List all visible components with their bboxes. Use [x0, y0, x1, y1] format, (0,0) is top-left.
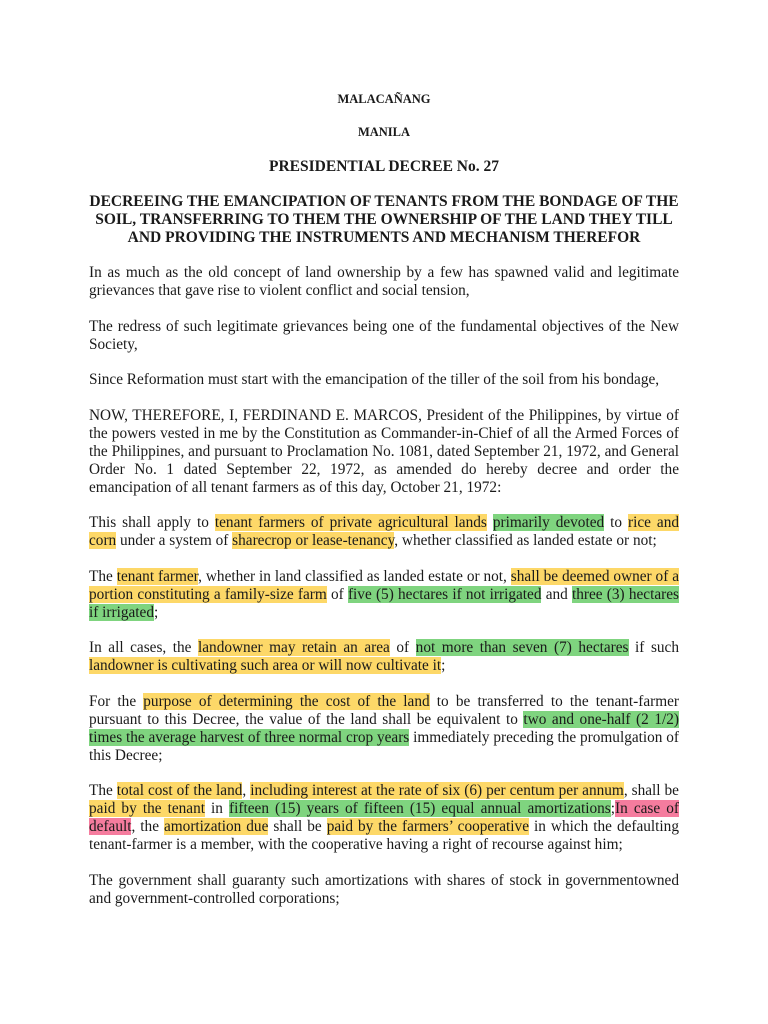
text-segment: ;	[153, 603, 159, 621]
paragraph	[89, 371, 679, 389]
highlighted-text: five (5) hectares if not irrigated	[347, 585, 542, 603]
text-segment: NOW, THEREFORE, I, FERDINAND E. MARCOS, President of the Philippines, by virtue of the powers vested in me by the Constitution as Commander-in-Chief of all the Armed Forces of the Philippines, and pursuant to Proclamation No. 1081, dated September 21, 1972, and General Order No. 1 dated September 22, 1972, as amended do hereby decree and order the emancipation of all tenant farmers as of this day, October 21, 1972:	[89, 406, 679, 496]
highlighted-text: rice and corn	[89, 514, 679, 549]
text-segment: in which the defaulting tenant-farmer is a member, with the cooperative having a right of recourse against him;	[89, 818, 679, 853]
paragraph	[89, 782, 679, 854]
text-segment: ;	[610, 800, 615, 817]
header-manila: MANILA	[357, 125, 411, 139]
paragraph	[89, 568, 679, 622]
paragraph	[89, 639, 679, 675]
highlighted-text: primarily devoted	[492, 514, 605, 531]
text-segment: under a system of	[116, 532, 233, 549]
text-segment: ;	[441, 657, 446, 674]
text-segment	[487, 514, 493, 531]
highlighted-text: three (3) hectares if irrigated	[89, 585, 679, 621]
text-segment: , the	[131, 818, 164, 835]
highlighted-text: landowner is cultivating such area or will now cultivate it	[89, 657, 442, 674]
text-segment: The	[89, 567, 117, 585]
paragraph	[89, 693, 679, 765]
text-segment: Since Reformation must start with the emancipation of the tiller of the soil from his bondage,	[89, 371, 660, 388]
text-segment: This shall apply to	[89, 514, 215, 531]
highlighted-text: purpose of determining the cost of the land	[143, 692, 430, 710]
highlighted-text: In case of default	[89, 800, 679, 835]
highlighted-text: tenant farmer	[116, 567, 199, 585]
paragraph	[89, 407, 679, 497]
text-segment: immediately preceding the promulgation of this Decree;	[89, 728, 679, 764]
paragraph	[89, 318, 679, 354]
text-segment: In as much as the old concept of land ownership by a few has spawned valid and legitimate grievances that gave rise to violent conflict and social tension,	[89, 264, 679, 299]
highlighted-text: paid by the farmers’ cooperative	[326, 818, 530, 835]
header-malacanang: MALACAÑANG	[337, 92, 431, 106]
document-body	[89, 264, 679, 925]
paragraph	[89, 872, 679, 908]
highlighted-text: not more than seven (7) hectares	[415, 639, 629, 656]
text-segment: , whether classified as landed estate or not;	[394, 532, 657, 549]
text-segment: For the	[89, 692, 144, 710]
text-segment: and	[541, 585, 573, 603]
text-segment: of	[326, 585, 348, 603]
text-segment: if such	[628, 639, 679, 656]
text-segment: to be transferred to the tenant-farmer pursuant to this Decree, the value of the land shall be equivalent to	[89, 692, 680, 728]
text-segment: The government shall guaranty such amortizations with shares of stock in governmentowned and government-controlled corporations;	[89, 871, 679, 907]
text-segment: The redress of such legitimate grievances being one of the fundamental objectives of the New Society,	[89, 317, 679, 353]
highlighted-text: sharecrop or lease-tenancy	[232, 532, 395, 549]
text-segment: ,	[242, 782, 251, 799]
text-segment: , whether in land classified as landed estate or not,	[198, 567, 511, 585]
highlighted-text: paid by the tenant	[89, 800, 205, 817]
text-segment: in	[204, 800, 230, 817]
text-segment: to	[604, 514, 629, 531]
highlighted-text: amortization due	[163, 818, 269, 835]
text-segment: , shall be	[623, 782, 679, 799]
text-segment: of	[389, 639, 416, 656]
highlighted-text: fifteen (15) years of fifteen (15) equal annual amortizations	[229, 800, 611, 817]
highlighted-text: including interest at the rate of six (6) per centum per annum	[250, 782, 624, 799]
highlighted-text: landowner may retain an area	[198, 639, 390, 656]
highlighted-text: two and one-half (2 1/2) times the average harvest of three normal crop years	[89, 710, 679, 746]
highlighted-text: tenant farmers of private agricultural lands	[214, 514, 487, 531]
text-segment: In all cases, the	[89, 639, 199, 656]
paragraph	[89, 264, 679, 300]
highlighted-text: total cost of the land	[116, 782, 243, 799]
paragraph	[89, 514, 679, 550]
text-segment: The	[89, 782, 117, 799]
highlighted-text: shall be deemed owner of a portion constituting a family-size farm	[89, 567, 679, 603]
decree-title: DECREEING THE EMANCIPATION OF TENANTS FROM THE BONDAGE OF THE SOIL, TRANSFERRING TO THEM THE OWNERSHIP OF THE LAND THEY TILL AND PROVIDING THE INSTRUMENTS AND MECHANISM THEREFOR	[89, 193, 679, 246]
text-segment: shall be	[268, 818, 327, 835]
decree-number: PRESIDENTIAL DECREE No. 27	[269, 158, 499, 175]
